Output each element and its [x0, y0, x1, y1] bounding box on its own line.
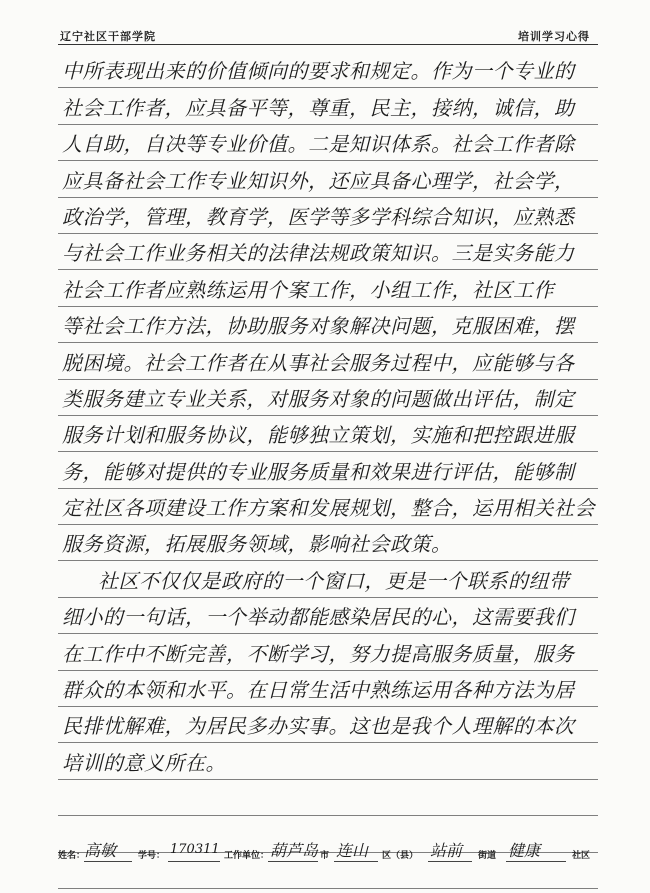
handwritten-text-line: 服务资源，拓展服务领域，影响社会政策。: [62, 532, 452, 557]
name-value: 高敏: [84, 841, 117, 860]
student-id-underline: [168, 861, 220, 862]
community-underline: [506, 861, 566, 862]
street-value: 站前: [430, 841, 463, 860]
handwritten-text-line: 群众的本领和水平。在日常生活中熟练运用各种方法为居: [62, 678, 575, 703]
handwritten-text-line: 应具备社会工作专业知识外，还应具备心理学，社会学，: [62, 168, 575, 193]
name-label: 姓名：: [58, 851, 86, 861]
handwritten-text-line: 类服务建立专业关系，对服务对象的问题做出评估，制定: [62, 386, 575, 411]
city-label: 市: [320, 851, 330, 861]
signature-footer: [58, 840, 598, 864]
handwritten-text-line: 政治学，管理，教育学，医学等多学科综合知识，应熟悉: [62, 204, 575, 229]
name-underline: [84, 861, 132, 862]
ruled-line: [58, 52, 598, 88]
handwritten-text-line: 培训的意义所在。: [62, 750, 226, 775]
ruled-line: [58, 198, 598, 234]
ruled-line: [58, 452, 598, 488]
district-underline: [334, 861, 378, 862]
handwritten-text-line: 等社会工作方法，协助服务对象解决问题，克服困难，摆: [62, 314, 575, 339]
handwritten-text-line: 与社会工作业务相关的法律法规政策知识。三是实务能力: [62, 241, 575, 266]
ruled-line: [58, 525, 598, 561]
district-label: 区（县）: [382, 851, 419, 861]
header-rule: [58, 44, 598, 45]
street-underline: [428, 861, 472, 862]
institution-header: 辽宁社区干部学院: [60, 30, 156, 43]
ruled-line: [58, 743, 598, 779]
community-value: 健康: [508, 841, 541, 860]
handwritten-text-line: 脱困境。社会工作者在从事社会服务过程中，应能够与各: [62, 350, 575, 375]
handwritten-text-line: 民排忧解难，为居民多办实事。这也是我个人理解的本次: [62, 714, 575, 739]
handwritten-text-line: 服务计划和服务协议，能够独立策划，实施和把控跟进服: [62, 423, 575, 448]
ruled-line: [58, 343, 598, 379]
handwritten-text-line: 社会工作者应熟练运用个案工作，小组工作，社区工作: [62, 277, 554, 302]
ruled-line: [58, 88, 598, 124]
ruled-line: [58, 598, 598, 634]
district-value: 连山: [336, 841, 369, 860]
ruled-line: [58, 634, 598, 670]
ruled-line: [58, 161, 598, 197]
ruled-line: [58, 671, 598, 707]
student-id-value: 170311: [170, 842, 220, 857]
ruled-line: [58, 307, 598, 343]
ruled-line: [58, 416, 598, 452]
community-label: 社区: [572, 851, 591, 861]
handwritten-text-line: 在工作中不断完善，不断学习，努力提高服务质量，服务: [62, 641, 575, 666]
ruled-line: [58, 780, 598, 816]
ruled-line: [58, 707, 598, 743]
handwritten-text-line: 社区不仅仅是政府的一个窗口，更是一个联系的纽带: [98, 568, 570, 593]
document-type-header: 培训学习心得: [518, 30, 590, 43]
city-value: 葫芦岛: [270, 841, 319, 860]
handwritten-text-line: 社会工作者，应具备平等，尊重，民主，接纳，诚信，助: [62, 95, 575, 120]
handwritten-text-line: 务，能够对提供的专业服务质量和效果进行评估，能够制: [62, 459, 575, 484]
ruled-line: [58, 125, 598, 161]
ruled-line: [58, 489, 598, 525]
ruled-line: [58, 561, 598, 597]
handwritten-text-line: 人自助，自决等专业价值。二是知识体系。社会工作者除: [62, 132, 575, 157]
handwritten-text-line: 中所表现出来的价值倾向的要求和规定。作为一个专业的: [62, 59, 575, 84]
ruled-line: [58, 380, 598, 416]
city-underline: [268, 861, 318, 862]
ruled-line: [58, 270, 598, 306]
ruled-text-area: [58, 52, 598, 889]
handwritten-text-line: 细小的一句话，一个举动都能感染居民的心，这需要我们: [62, 605, 575, 630]
street-label: 街道: [478, 851, 497, 861]
handwritten-text-line: 定社区各项建设工作方案和发展规划，整合，运用相关社会: [62, 496, 595, 521]
ruled-line: [58, 234, 598, 270]
student-id-label: 学号：: [138, 851, 166, 861]
work-unit-label: 工作单位：: [224, 851, 270, 861]
